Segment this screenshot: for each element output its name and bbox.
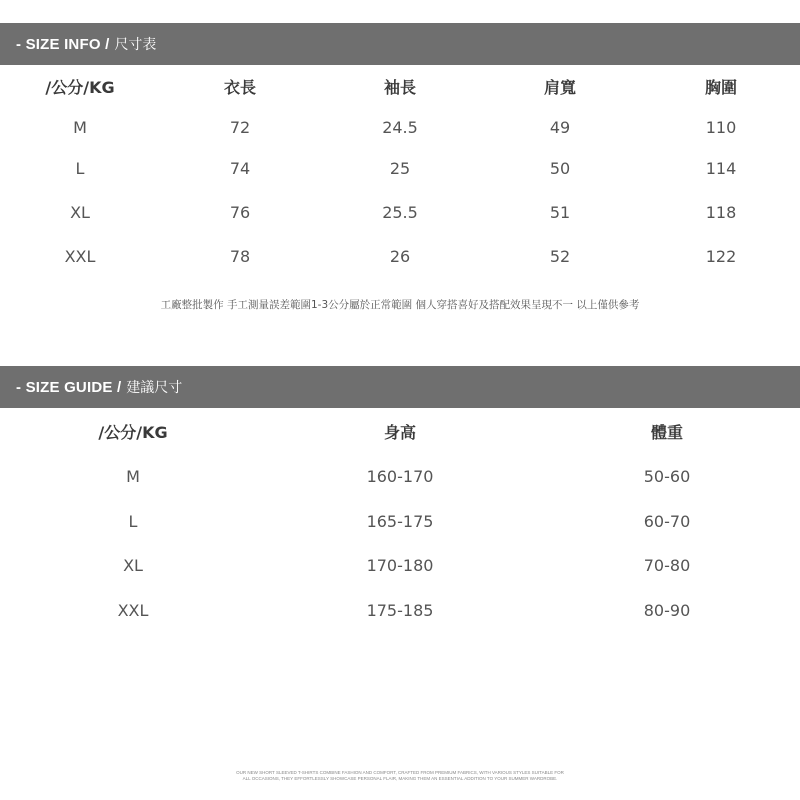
size-info-col-shoulder: 肩寬 (543, 78, 577, 97)
size-label: XXL (64, 247, 96, 266)
shoulder-value: 50 (549, 159, 571, 178)
size-label: M (126, 467, 140, 486)
height-range: 175-185 (366, 601, 434, 620)
size-label: XXL (117, 601, 149, 620)
shoulder-value: 49 (549, 118, 571, 137)
size-label: M (73, 118, 87, 137)
size-guide-col-unit: /公分/KG (98, 423, 168, 442)
weight-range: 80-90 (643, 601, 691, 620)
shoulder-value: 51 (549, 203, 571, 222)
size-guide-row (0, 551, 800, 581)
size-label: XL (70, 203, 90, 222)
size-info-col-length: 衣長 (223, 78, 257, 97)
sleeve-value: 24.5 (382, 118, 418, 137)
weight-range: 50-60 (643, 467, 691, 486)
measurement-note: 工廠整批製作 手工測量誤差範圍1-3公分屬於正常範圍 個人穿搭喜好及搭配效果呈現不一 以上僅供參考 (160, 299, 640, 311)
height-range: 165-175 (366, 512, 434, 531)
size-info-row (0, 198, 800, 228)
weight-range: 60-70 (643, 512, 691, 531)
size-guide-header (0, 366, 800, 408)
size-guide-col-height: 身高 (383, 423, 417, 442)
length-value: 72 (229, 118, 251, 137)
height-range: 170-180 (366, 556, 434, 575)
chest-value: 118 (705, 203, 737, 222)
size-info-header-prefix: - SIZE INFO / (16, 35, 110, 53)
size-guide-row (0, 596, 800, 626)
length-value: 74 (229, 159, 251, 178)
size-guide-header-prefix: - SIZE GUIDE / (16, 378, 122, 396)
size-label: L (128, 512, 138, 531)
height-range: 160-170 (366, 467, 434, 486)
size-info-col-sleeve: 袖長 (383, 78, 417, 97)
length-value: 78 (229, 247, 251, 266)
size-info-header (0, 23, 800, 65)
size-guide-col-weight: 體重 (650, 423, 684, 442)
sleeve-value: 26 (389, 247, 411, 266)
size-info-header-sub: 尺寸表 (114, 37, 157, 53)
size-info-col-chest: 胸圍 (704, 78, 738, 97)
size-guide-column-header-row (0, 418, 800, 448)
chest-value: 110 (705, 118, 737, 137)
sleeve-value: 25 (389, 159, 411, 178)
sleeve-value: 25.5 (382, 203, 418, 222)
chest-value: 122 (705, 247, 737, 266)
size-guide-row (0, 507, 800, 537)
size-guide-row (0, 462, 800, 492)
footer-fine-print (200, 770, 600, 782)
size-guide-header-sub: 建議尺寸 (126, 380, 183, 396)
size-info-row (0, 242, 800, 272)
size-info-row (0, 113, 800, 143)
chest-value: 114 (705, 159, 737, 178)
size-info-row (0, 154, 800, 184)
shoulder-value: 52 (549, 247, 571, 266)
size-info-col-unit: /公分/KG (45, 78, 115, 97)
length-value: 76 (229, 203, 251, 222)
size-label: L (75, 159, 85, 178)
weight-range: 70-80 (643, 556, 691, 575)
size-info-column-header-row (0, 73, 800, 103)
size-label: XL (123, 556, 143, 575)
footer-line-2: ALL OCCASIONS, THEY EFFORTLESSLY SHOWCASE PERSONAL FLAIR, MAKING THEM AN ESSENTIAL ADDITION TO YOUR SUMMER WARDROBE. (242, 776, 558, 781)
footer-line-1: OUR NEW SHORT SLEEVED T-SHIRTS COMBINE FASHION AND COMFORT, CRAFTED FROM PREMIUM FABRICS, WITH VARIOUS STYLES SUITABLE FOR (236, 770, 564, 775)
